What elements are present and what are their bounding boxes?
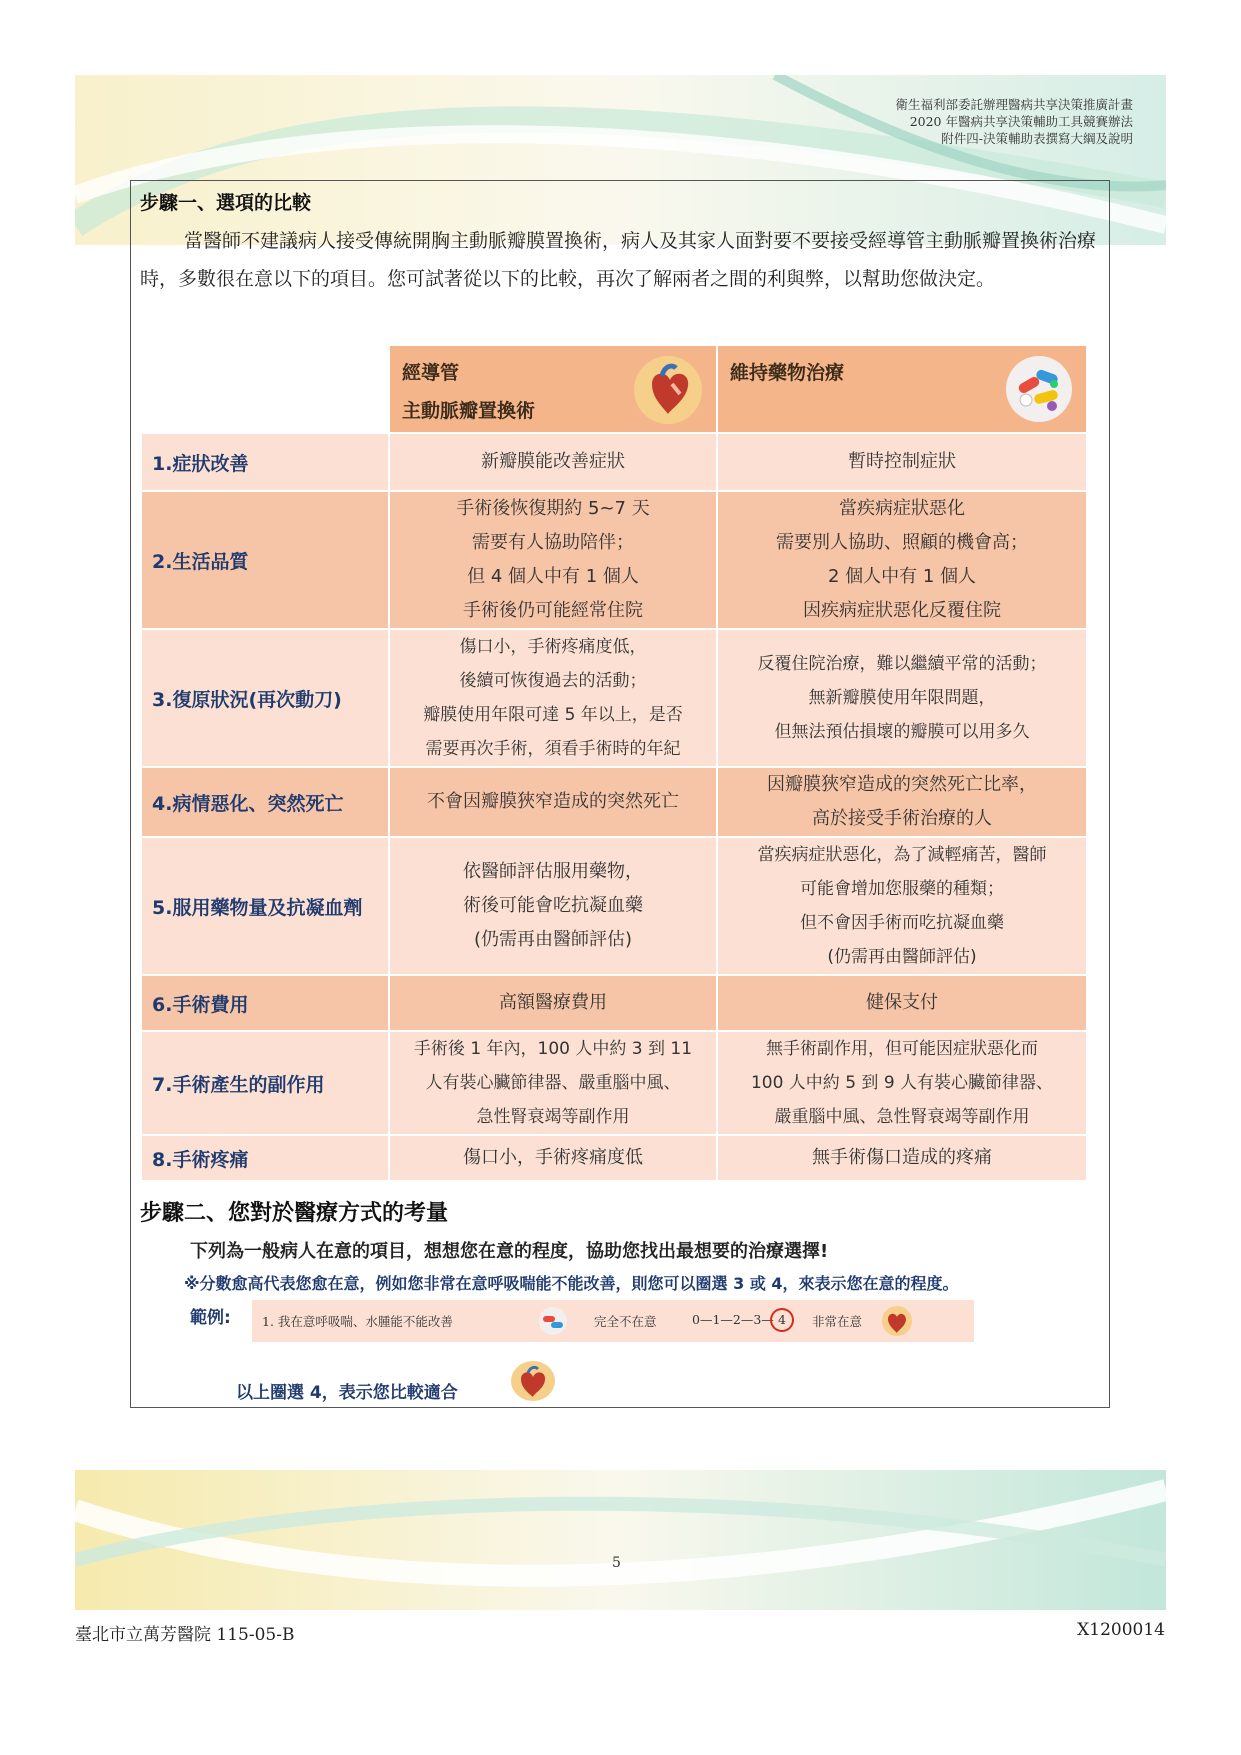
table-row — [141, 433, 1087, 491]
table-row — [141, 629, 1087, 767]
row-tavr-value: 手術後恢復期約 5~7 天 需要有人協助陪伴； 但 4 個人中有 1 個人 手術後仍可能經常住院 — [389, 491, 717, 629]
row-label: 1.症狀改善 — [141, 433, 389, 491]
pills-icon — [537, 1306, 569, 1336]
comparison-table — [140, 344, 1088, 1182]
heart-icon — [510, 1360, 556, 1402]
example-item-text: 1. 我在意呼吸喘、水腫能不能改善 — [262, 1314, 453, 1329]
row-medication-value: 當疾病症狀惡化，為了減輕痛苦，醫師 可能會增加您服藥的種類； 但不會因手術而吃抗凝血藥 (仍需再由醫師評估) — [717, 837, 1087, 975]
row-label: 4.病情惡化、突然死亡 — [141, 767, 389, 837]
pills-icon — [1004, 354, 1074, 424]
step2-note: ※分數愈高代表您愈在意，例如您非常在意呼吸喘能不能改善，則您可以圈選 3 或 4，來表示您在意的程度。 — [184, 1274, 959, 1293]
header-medication — [717, 345, 1087, 433]
row-medication-value: 無手術傷口造成的疼痛 — [717, 1135, 1087, 1181]
table-row — [141, 767, 1087, 837]
table-row — [141, 1135, 1087, 1181]
step1-intro: 當醫師不建議病人接受傳統開胸主動脈瓣膜置換術，病人及其家人面對要不要接受經導管主動脈瓣置換術治療時，多數很在意以下的項目。您可試著從以下的比較，再次了解兩者之間的利與弊，以幫助您做決定。 — [140, 230, 1097, 290]
step2-subtitle: 下列為一般病人在意的項目，想想您在意的程度，協助您找出最想要的治療選擇! — [190, 1241, 829, 1262]
document-header — [895, 96, 1133, 147]
row-tavr-value: 傷口小，手術疼痛度低， 後續可恢復過去的活動； 瓣膜使用年限可達 5 年以上，是否 需要再次手術，須看手術時的年紀 — [389, 629, 717, 767]
step2-title: 步驟二、您對於醫療方式的考量 — [140, 1201, 449, 1226]
row-medication-value: 健保支付 — [717, 975, 1087, 1031]
row-medication-value: 當疾病症狀惡化 需要別人協助、照顧的機會高； 2 個人中有 1 個人 因疾病症狀惡化反覆住院 — [717, 491, 1087, 629]
conclusion-text: 以上圈選 4，表示您比較適合 — [236, 1383, 458, 1403]
header-line-1: 衛生福利部委託辦理醫病共享決策推廣計畫 — [895, 97, 1133, 112]
heart-icon — [632, 354, 704, 426]
table-row — [141, 1031, 1087, 1135]
row-tavr-value: 傷口小，手術疼痛度低 — [389, 1135, 717, 1181]
row-label: 5.服用藥物量及抗凝血劑 — [141, 837, 389, 975]
header-line-3: 附件四-決策輔助表撰寫大綱及說明 — [941, 131, 1133, 146]
page-number: 5 — [612, 1555, 621, 1571]
example-scale: 0—1—2—3— — [692, 1312, 774, 1327]
row-tavr-value: 依醫師評估服用藥物， 術後可能會吃抗凝血藥 (仍需再由醫師評估) — [389, 837, 717, 975]
row-tavr-value: 新瓣膜能改善症狀 — [389, 433, 717, 491]
row-tavr-value: 不會因瓣膜狹窄造成的突然死亡 — [389, 767, 717, 837]
decorative-wave-bottom — [75, 1470, 1166, 1610]
example-left-anchor: 完全不在意 — [594, 1314, 657, 1329]
step1-title: 步驟一、選項的比較 — [140, 192, 312, 214]
footer-right: X1200014 — [1077, 1620, 1165, 1640]
heart-icon — [880, 1305, 914, 1337]
example-label: 範例: — [190, 1308, 231, 1328]
row-medication-value: 因瓣膜狹窄造成的突然死亡比率， 高於接受手術治療的人 — [717, 767, 1087, 837]
row-label: 2.生活品質 — [141, 491, 389, 629]
row-medication-value: 無手術副作用，但可能因症狀惡化而 100 人中約 5 到 9 人有裝心臟節律器、 嚴重腦中風、急性腎衰竭等副作用 — [717, 1031, 1087, 1135]
example-right-anchor: 非常在意 — [812, 1314, 863, 1329]
footer-left: 臺北市立萬芳醫院 115-05-B — [75, 1625, 295, 1645]
table-row — [141, 837, 1087, 975]
header-tavr-label: 經導管 主動脈瓣置換術 — [402, 362, 536, 422]
header-medication-label: 維持藥物治療 — [730, 362, 845, 384]
row-tavr-value: 手術後 1 年內，100 人中約 3 到 11 人有裝心臟節律器、嚴重腦中風、 急性腎衰竭等副作用 — [389, 1031, 717, 1135]
table-corner — [141, 345, 389, 433]
table-row — [141, 491, 1087, 629]
row-tavr-value: 高額醫療費用 — [389, 975, 717, 1031]
row-medication-value: 反覆住院治療，難以繼續平常的活動； 無新瓣膜使用年限問題， 但無法預估損壞的瓣膜可以用多久 — [717, 629, 1087, 767]
row-label: 7.手術產生的副作用 — [141, 1031, 389, 1135]
table-row — [141, 975, 1087, 1031]
row-label: 3.復原狀況(再次動刀) — [141, 629, 389, 767]
example-selected-circle: 4 — [770, 1308, 794, 1332]
row-medication-value: 暫時控制症狀 — [717, 433, 1087, 491]
example-box — [252, 1300, 974, 1342]
header-line-2: 2020 年醫病共享決策輔助工具競賽辦法 — [909, 114, 1133, 129]
row-label: 6.手術費用 — [141, 975, 389, 1031]
header-tavr — [389, 345, 717, 433]
row-label: 8.手術疼痛 — [141, 1135, 389, 1181]
